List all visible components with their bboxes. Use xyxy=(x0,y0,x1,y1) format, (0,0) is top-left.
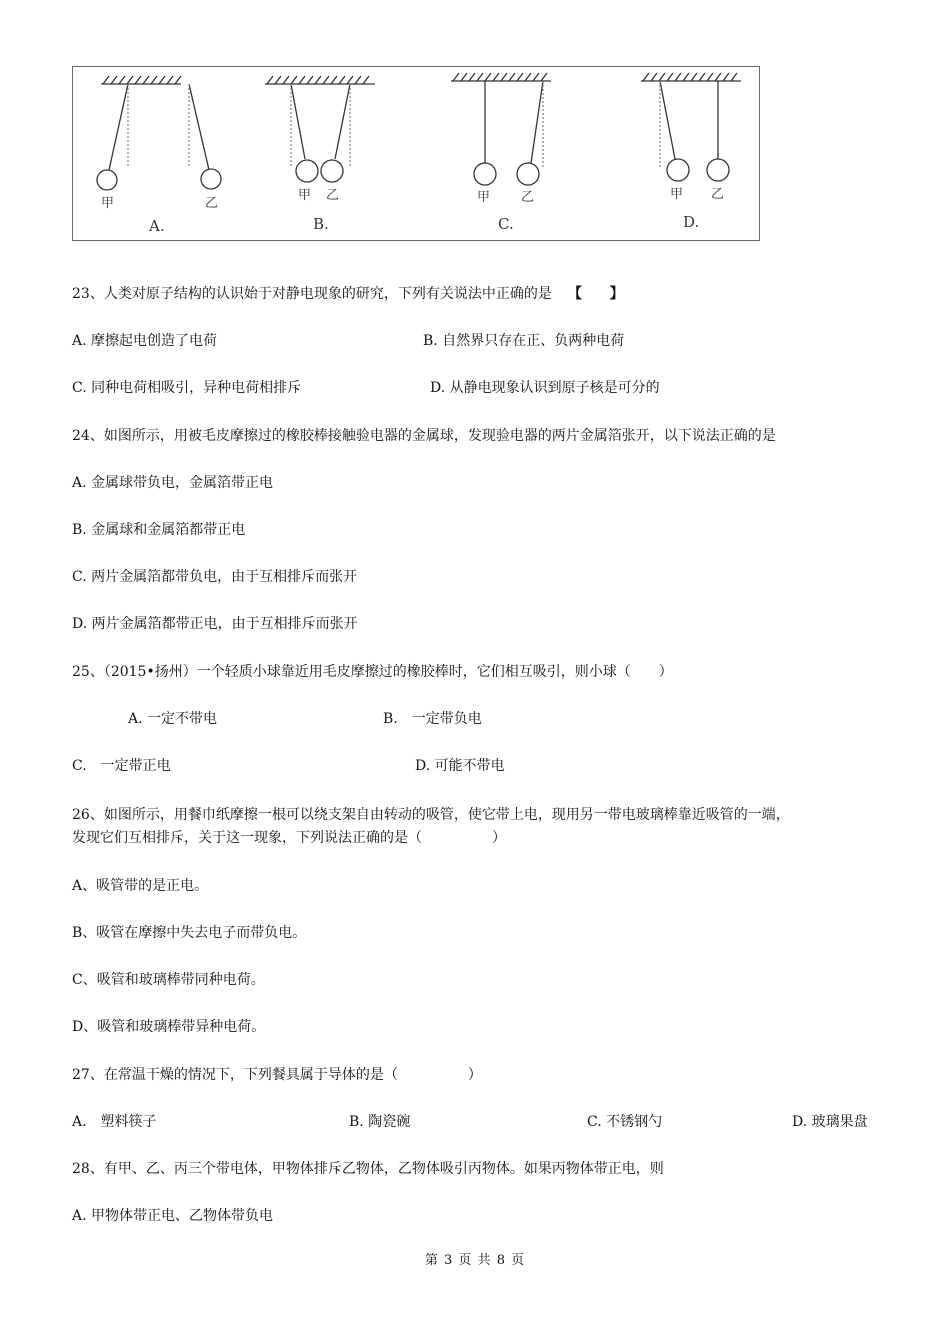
q26-option-b: B、吸管在摩擦中失去电子而带负电。 xyxy=(72,925,307,941)
q26-option-a: A、吸管带的是正电。 xyxy=(72,878,209,894)
panel-a-letter: A. xyxy=(149,217,165,235)
q25-option-d: D. 可能不带电 xyxy=(415,758,505,774)
panel-b-right-label: 乙 xyxy=(326,188,340,203)
panel-b-letter: B. xyxy=(313,215,329,233)
panel-d-letter: D. xyxy=(683,213,700,231)
panel-c-left-label: 甲 xyxy=(477,190,491,205)
q25-stem: 25、（2015•扬州）一个轻质小球靠近用毛皮摩擦过的橡胶棒时，它们相互吸引，则小球（ ） xyxy=(72,664,673,680)
q26-option-c: C、吸管和玻璃棒带同种电荷。 xyxy=(72,972,265,988)
q24-option-b: B. 金属球和金属箔都带正电 xyxy=(72,522,246,538)
q23-stem xyxy=(72,284,624,304)
q27-option-a: A. 塑料筷子 xyxy=(72,1114,157,1130)
q23-option-c: C. 同种电荷相吸引，异种电荷相排斥 xyxy=(72,380,302,396)
panel-a-left-label: 甲 xyxy=(101,196,115,211)
q25-option-a: A. 一定不带电 xyxy=(128,711,218,727)
panel-a xyxy=(97,76,221,190)
panel-d xyxy=(641,73,741,181)
q27-stem: 27、在常温干燥的情况下，下列餐具属于导体的是（ ） xyxy=(72,1067,482,1083)
q23-option-d: D. 从静电现象认识到原子核是可分的 xyxy=(430,380,660,396)
q26-option-d: D、吸管和玻璃棒带异种电荷。 xyxy=(72,1019,266,1035)
q24-option-d: D. 两片金属箔都带正电，由于互相排斥而张开 xyxy=(72,616,358,632)
q28-option-a: A. 甲物体带正电、乙物体带负电 xyxy=(72,1208,274,1224)
q27-option-c: C. 不锈钢勺 xyxy=(587,1114,663,1130)
q25-option-b: B. 一定带负电 xyxy=(383,711,482,727)
q23-option-b: B. 自然界只存在正、负两种电荷 xyxy=(423,333,625,349)
panel-c xyxy=(451,73,551,185)
q26-stem-line-2: 发现它们互相排斥，关于这一现象，下列说法正确的是（ ） xyxy=(72,830,506,846)
q23-option-a: A. 摩擦起电创造了电荷 xyxy=(72,333,218,349)
q24-option-c: C. 两片金属箔都带负电，由于互相排斥而张开 xyxy=(72,569,358,585)
q26-stem-line-1: 26、如图所示，用餐巾纸摩擦一根可以绕支架自由转动的吸管，使它带上电，现用另一带电玻璃棒靠近吸管的一端， xyxy=(72,807,790,823)
q23-answer-bracket: 【 】 xyxy=(567,286,624,302)
page-footer: 第 3 页 共 8 页 xyxy=(424,1253,526,1268)
panel-b-left-label: 甲 xyxy=(298,188,312,203)
panel-c-letter: C. xyxy=(498,215,514,233)
panel-d-right-label: 乙 xyxy=(711,187,725,202)
panel-b xyxy=(265,76,375,182)
q28-stem: 28、有甲、乙、丙三个带电体，甲物体排斥乙物体，乙物体吸引丙物体。如果丙物体带正电，则 xyxy=(72,1161,664,1177)
panel-c-right-label: 乙 xyxy=(521,190,535,205)
q25-option-c: C. 一定带正电 xyxy=(72,758,171,774)
pendulum-figure xyxy=(72,66,760,241)
panel-a-right-label: 乙 xyxy=(205,196,219,211)
q24-option-a: A. 金属球带负电，金属箔带正电 xyxy=(72,475,274,491)
panel-d-left-label: 甲 xyxy=(670,187,684,202)
q27-option-b: B. 陶瓷碗 xyxy=(349,1114,411,1130)
q24-stem: 24、如图所示，用被毛皮摩擦过的橡胶棒接触验电器的金属球，发现验电器的两片金属箔张开，以下说法正确的是 xyxy=(72,428,776,444)
q27-option-d: D. 玻璃果盘 xyxy=(792,1114,868,1130)
q23-stem-text: 23、人类对原子结构的认识始于对静电现象的研究，下列有关说法中正确的是 xyxy=(72,286,552,302)
pendulum-diagram xyxy=(73,67,760,241)
